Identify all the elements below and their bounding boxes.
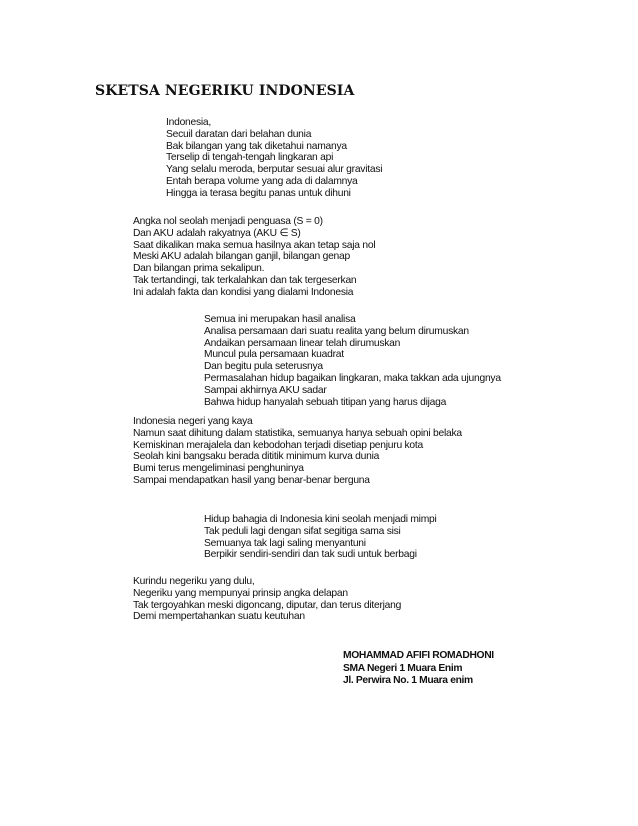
poem-line: Dan bilangan prima sekalipun. xyxy=(133,263,265,275)
poem-line: Bahwa hidup hanyalah sebuah titipan yang harus dijaga xyxy=(204,396,447,408)
stanza-6 xyxy=(133,576,401,623)
poem-line: Entah berapa volume yang ada di dalamnya xyxy=(166,175,358,187)
poem-line: Kemiskinan merajalela dan kebodohan terjadi disetiap penjuru kota xyxy=(133,439,423,451)
poem-line: Angka nol seolah menjadi penguasa (S = 0) xyxy=(133,216,323,227)
poem-line: Bumi terus mengeliminasi penghuninya xyxy=(133,463,304,475)
author-name: MOHAMMAD AFIFI ROMADHONI xyxy=(343,650,494,661)
stanza-1 xyxy=(166,117,382,200)
poem-line: Secuil daratan dari belahan dunia xyxy=(166,128,312,140)
author-school: SMA Negeri 1 Muara Enim xyxy=(343,662,463,674)
poem-line: Tak tertandingi, tak terkalahkan dan tak tergeserkan xyxy=(133,274,357,286)
poem-line: Ini adalah fakta dan kondisi yang dialami Indonesia xyxy=(133,286,354,298)
poem-line: Analisa persamaan dari suatu realita yang belum dirumuskan xyxy=(204,325,469,337)
poem-line: Sampai akhirnya AKU sadar xyxy=(204,384,327,396)
poem-line: Meski AKU adalah bilangan ganjil, bilangan genap xyxy=(133,251,350,263)
stanza-4 xyxy=(133,416,462,487)
author-signature-block xyxy=(343,650,494,688)
poem-line: Semuanya tak lagi saling menyantuni xyxy=(204,537,366,549)
author-address: Jl. Perwira No. 1 Muara enim xyxy=(343,675,473,687)
poem-line: Permasalahan hidup bagaikan lingkaran, maka takkan ada ujungnya xyxy=(204,372,501,384)
poem-line: Muncul pula persamaan kuadrat xyxy=(204,349,344,361)
stanza-3 xyxy=(204,314,501,408)
poem-line: Sampai mendapatkan hasil yang benar-benar berguna xyxy=(133,474,370,486)
poem-line: Tak peduli lagi dengan sifat segitiga sama sisi xyxy=(204,525,401,537)
poem-line: Andaikan persamaan linear telah dirumuskan xyxy=(204,337,401,349)
poem-line: Bak bilangan yang tak diketahui namanya xyxy=(166,140,347,152)
poem-line: Hingga ia terasa begitu panas untuk dihuni xyxy=(166,187,351,199)
poem-line: Berpikir sendiri-sendiri dan tak sudi untuk berbagi xyxy=(204,549,417,561)
stanza-2 xyxy=(133,216,375,299)
poem-line: Seolah kini bangsaku berada dititik minimum kurva dunia xyxy=(133,451,380,463)
poem-line: Kurindu negeriku yang dulu, xyxy=(133,576,255,587)
poem-line: Dan begitu pula seterusnya xyxy=(204,361,323,373)
poem-line: Hidup bahagia di Indonesia kini seolah menjadi mimpi xyxy=(204,514,437,525)
poem-line: Dan AKU adalah rakyatnya (AKU ∈ S) xyxy=(133,227,301,239)
poem-line: Indonesia negeri yang kaya xyxy=(133,416,253,427)
poem-line: Semua ini merupakan hasil analisa xyxy=(204,314,356,325)
poem-line: Yang selalu meroda, berputar sesuai alur gravitasi xyxy=(166,164,383,176)
poem-line: Demi mempertahankan suatu keutuhan xyxy=(133,611,305,623)
poem-line: Tak tergoyahkan meski digoncang, diputar, dan terus diterjang xyxy=(133,599,402,611)
poem-line: Negeriku yang mempunyai prinsip angka delapan xyxy=(133,587,348,599)
poem-line: Indonesia, xyxy=(166,117,212,128)
poem-line: Namun saat dihitung dalam statistika, semuanya hanya sebuah opini belaka xyxy=(133,427,462,439)
stanza-5 xyxy=(204,514,437,561)
poem-title: SKETSA NEGERIKU INDONESIA xyxy=(95,83,355,99)
poem-line: Saat dikalikan maka semua hasilnya akan tetap saja nol xyxy=(133,239,376,251)
poem-line: Terselip di tengah-tengah lingkaran api xyxy=(166,152,334,164)
